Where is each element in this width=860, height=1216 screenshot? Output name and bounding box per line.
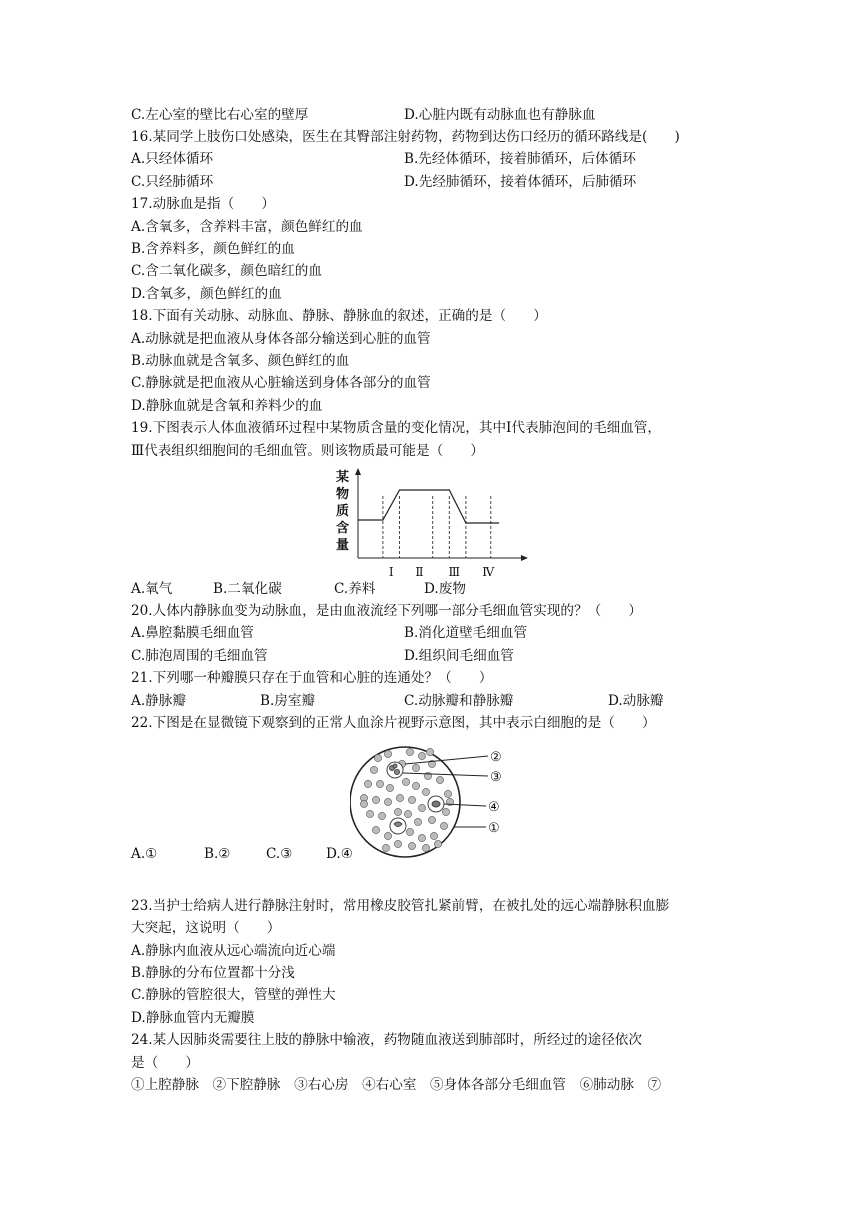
q23-option-d: D.静脉血管内无瓣膜 [131, 1010, 255, 1026]
red-blood-cell [430, 832, 437, 839]
ylabel-char-5: 量 [336, 538, 350, 553]
q23-option-c: C.静脉的管腔很大，管壁的弹性大 [131, 987, 336, 1003]
red-blood-cell [364, 780, 371, 787]
red-blood-cell [412, 782, 419, 789]
q22-option-d: D.④ [326, 846, 353, 862]
q18-option-b: B.动脉血就是含氧多、颜色鲜红的血 [131, 353, 350, 369]
white-blood-cell-lower [390, 818, 406, 834]
red-blood-cell [376, 780, 383, 787]
q21-option-b: B.房室瓣 [260, 693, 316, 709]
red-blood-cell [436, 776, 443, 783]
series-line [358, 490, 499, 523]
label-4: ④ [488, 800, 500, 815]
q20-option-d: D.组织间毛细血管 [404, 648, 514, 664]
x-tick-labels [389, 565, 495, 579]
red-blood-cell [412, 764, 419, 771]
red-blood-cell [406, 828, 413, 835]
q19-line-chart [334, 466, 534, 581]
q17-option-c: C.含二氧化碳多，颜色暗红的血 [131, 263, 322, 279]
q20-stem: 20.人体内静脉血变为动脉血，是由血液流经下列哪一部分毛细血管实现的？（ ） [131, 603, 642, 619]
q21-option-c: C.动脉瓣和静脉瓣 [404, 693, 514, 709]
circled-labels [488, 750, 502, 836]
red-blood-cell [422, 788, 429, 795]
q18-option-d: D.静脉血就是含氧和养料少的血 [131, 398, 323, 414]
q21-option-d: D.动脉瓣 [608, 693, 664, 709]
red-blood-cell [442, 808, 449, 815]
q19-option-a: A.氧气 [131, 581, 173, 597]
red-blood-cell [418, 834, 425, 841]
q22-option-b: B.② [204, 846, 231, 862]
red-blood-cell [404, 810, 411, 817]
q17-option-b: B.含养料多，颜色鲜红的血 [131, 241, 295, 257]
q23-stem-line2: 大突起，这说明（ ） [131, 920, 281, 936]
q19-option-b: B.二氧化碳 [213, 581, 282, 597]
x-tick-label: Ⅲ [448, 565, 461, 579]
red-blood-cell [372, 826, 379, 833]
q16-option-c: C.只经肺循环 [131, 174, 214, 190]
q23-stem-line1: 23.当护士给病人进行静脉注射时，常用橡皮胶管扎紧前臂，在被扎处的远心端静脉积血膨 [131, 898, 670, 914]
q20-option-a: A.鼻腔黏膜毛细血管 [131, 625, 254, 641]
red-blood-cell [408, 842, 415, 849]
q21-option-a: A.静脉瓣 [131, 693, 186, 709]
x-tick-label: Ⅱ [415, 565, 424, 579]
red-blood-cell [394, 808, 401, 815]
q21-stem: 21.下列哪一种瓣膜只存在于血管和心脏的连通处？（ ） [131, 670, 493, 686]
ylabel-char-4: 含 [336, 521, 350, 536]
label-2: ② [490, 750, 502, 765]
q22-option-a: A.① [131, 846, 158, 862]
red-blood-cell [384, 750, 391, 757]
red-blood-cell [422, 844, 429, 851]
red-blood-cell [384, 798, 391, 805]
red-blood-cell [414, 818, 421, 825]
ylabel [336, 469, 349, 553]
red-blood-cell [372, 796, 379, 803]
red-blood-cell [396, 794, 403, 801]
q16-option-d: D.先经肺循环，接着体循环，后肺循环 [404, 174, 637, 190]
ylabel-char-1: 某 [336, 470, 350, 485]
white-blood-cell-4 [428, 796, 444, 812]
q19-stem-line1: 19.下图表示人体血液循环过程中某物质含量的变化情况，其中Ⅰ代表肺泡间的毛细血管， [131, 420, 661, 436]
red-blood-cell [406, 748, 413, 755]
red-blood-cell [382, 844, 389, 851]
chart-axes [355, 468, 528, 561]
ylabel-char-2: 物 [336, 487, 350, 502]
label-3: ③ [490, 770, 502, 785]
red-blood-cell [360, 800, 367, 807]
q18-option-c: C.静脉就是把血液从心脏输送到身体各部分的血管 [131, 375, 431, 391]
q19-stem-line2: Ⅲ代表组织细胞间的毛细血管。则该物质最可能是（ ） [131, 443, 484, 459]
q16-option-a: A.只经体循环 [131, 151, 214, 167]
q17-option-d: D.含氧多，颜色鲜红的血 [131, 286, 282, 302]
q19-option-c: C.养料 [334, 581, 376, 597]
q24-stem-line1: 24.某人因肺炎需要往上肢的静脉中输液，药物随血液送到肺部时，所经过的途径依次 [131, 1032, 642, 1048]
q23-option-b: B.静脉的分布位置都十分浅 [131, 965, 295, 981]
x-tick-label: Ⅰ [388, 565, 394, 579]
q23-option-a: A.静脉内血液从远心端流向近心端 [131, 943, 336, 959]
q19-option-d: D.废物 [424, 581, 466, 597]
q24-options: ①上腔静脉 ②下腔静脉 ③右心房 ④右心室 ⑤身体各部分毛细血管 ⑥肺动脉 ⑦ [131, 1077, 662, 1093]
red-blood-cell [394, 840, 401, 847]
red-blood-cell [366, 810, 373, 817]
x-tick-label: Ⅳ [482, 565, 495, 579]
q22-option-c: C.③ [266, 846, 293, 862]
q16-option-b: B.先经体循环，接着肺循环，后体循环 [404, 151, 636, 167]
red-blood-cell [408, 796, 415, 803]
q17-stem: 17.动脉血是指（ ） [131, 196, 275, 212]
dashed-dividers [383, 496, 491, 558]
q20-option-b: B.消化道壁毛细血管 [404, 625, 528, 641]
q16-stem: 16.某同学上肢伤口处感染，医生在其臀部注射药物，药物到达伤口经历的循环路线是( ) [131, 129, 680, 145]
q22-blood-smear-figure [350, 740, 510, 865]
q18-stem: 18.下面有关动脉、动脉血、静脉、静脉血的叙述，正确的是（ ） [131, 308, 547, 324]
q22-stem: 22.下图是在显微镜下观察到的正常人血涂片视野示意图，其中表示白细胞的是（ ） [131, 715, 656, 731]
q24-stem-line2: 是（ ） [131, 1055, 199, 1071]
label-1: ① [488, 821, 500, 836]
q15-option-d: D.心脏内既有动脉血也有静脉血 [404, 107, 596, 123]
q17-option-a: A.含氧多，含养料丰富，颜色鲜红的血 [131, 219, 363, 235]
red-blood-cell [418, 804, 425, 811]
red-blood-cell [440, 822, 447, 829]
red-blood-cell [434, 840, 441, 847]
red-blood-cell [402, 778, 409, 785]
ylabel-char-3: 质 [336, 504, 350, 519]
red-blood-cell [374, 754, 381, 761]
red-blood-cell [418, 752, 425, 759]
red-blood-cell [386, 784, 393, 791]
white-blood-cell-3 [387, 762, 403, 778]
red-blood-cell [428, 816, 435, 823]
q20-option-c: C.肺泡周围的毛细血管 [131, 648, 268, 664]
red-blood-cell [426, 748, 433, 755]
red-blood-cell [384, 832, 391, 839]
q18-option-a: A.动脉就是把血液从身体各部分输送到心脏的血管 [131, 331, 431, 347]
red-blood-cell [370, 766, 377, 773]
red-blood-cell [444, 790, 451, 797]
red-blood-cell [378, 812, 385, 819]
q15-option-c: C.左心室的壁比右心室的壁厚 [131, 107, 309, 123]
